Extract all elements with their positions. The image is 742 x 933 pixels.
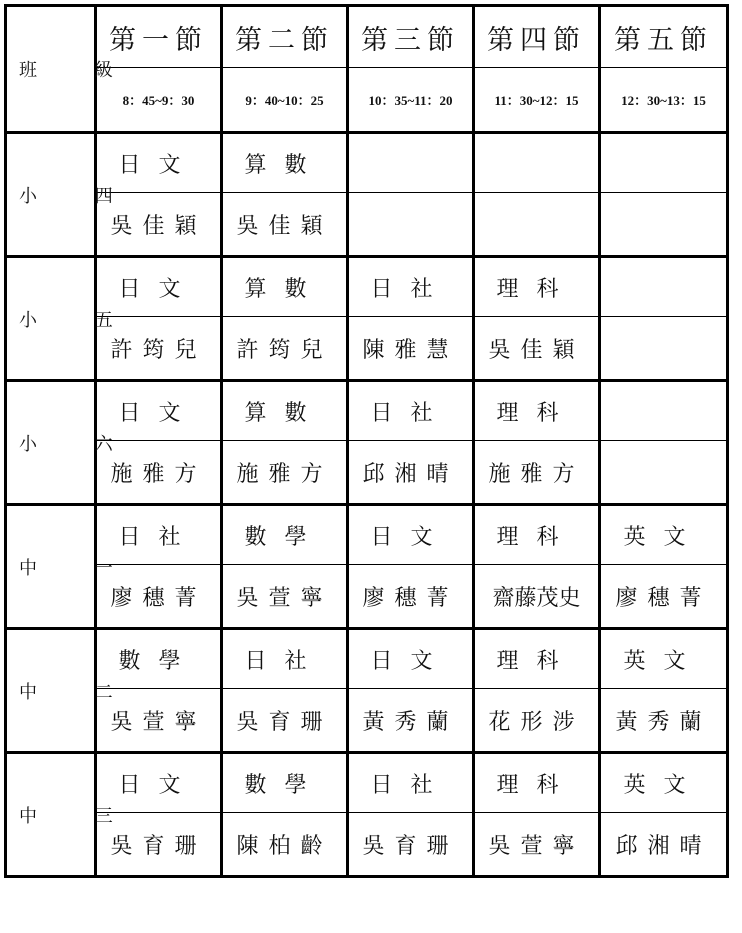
teacher-cell bbox=[600, 441, 728, 505]
teacher-cell: 廖穗菁 bbox=[96, 565, 222, 629]
teacher-cell: 吳萱寧 bbox=[474, 813, 600, 877]
teacher-cell: 吳佳穎 bbox=[96, 193, 222, 257]
period-5-header: 第五節 bbox=[600, 6, 728, 68]
subject-cell: 算數 bbox=[222, 381, 348, 441]
class-name: 小 四 bbox=[6, 133, 96, 257]
class-name: 中 三 bbox=[6, 753, 96, 877]
teacher-cell: 施雅方 bbox=[96, 441, 222, 505]
subject-cell: 日社 bbox=[348, 753, 474, 813]
subject-cell: 理科 bbox=[474, 257, 600, 317]
subject-cell: 日社 bbox=[348, 257, 474, 317]
teacher-cell: 黃秀蘭 bbox=[348, 689, 474, 753]
class-subject-row bbox=[6, 505, 728, 565]
subject-cell bbox=[600, 133, 728, 193]
class-name: 中 二 bbox=[6, 629, 96, 753]
class-name: 小 六 bbox=[6, 381, 96, 505]
period-3-time: 10：35~11：20 bbox=[348, 68, 474, 133]
teacher-cell: 齋藤茂史 bbox=[474, 565, 600, 629]
subject-cell bbox=[600, 381, 728, 441]
subject-cell: 數學 bbox=[96, 629, 222, 689]
class-name: 小 五 bbox=[6, 257, 96, 381]
subject-cell: 日文 bbox=[348, 505, 474, 565]
teacher-cell bbox=[600, 317, 728, 381]
period-5-time: 12：30~13：15 bbox=[600, 68, 728, 133]
subject-cell: 日文 bbox=[348, 629, 474, 689]
teacher-cell: 吳萱寧 bbox=[222, 565, 348, 629]
teacher-cell: 吳育珊 bbox=[348, 813, 474, 877]
teacher-cell: 邱湘晴 bbox=[348, 441, 474, 505]
subject-cell: 數學 bbox=[222, 753, 348, 813]
subject-cell: 英文 bbox=[600, 753, 728, 813]
teacher-cell bbox=[474, 193, 600, 257]
subject-cell: 理科 bbox=[474, 505, 600, 565]
subject-cell: 理科 bbox=[474, 629, 600, 689]
subject-cell: 英文 bbox=[600, 505, 728, 565]
subject-cell bbox=[348, 133, 474, 193]
class-column-header: 班 級 bbox=[6, 6, 96, 133]
teacher-cell: 許筠兒 bbox=[222, 317, 348, 381]
class-name: 中 一 bbox=[6, 505, 96, 629]
teacher-cell bbox=[600, 193, 728, 257]
period-2-time: 9：40~10：25 bbox=[222, 68, 348, 133]
teacher-cell: 吳萱寧 bbox=[96, 689, 222, 753]
teacher-cell: 廖穗菁 bbox=[348, 565, 474, 629]
class-subject-row bbox=[6, 753, 728, 813]
subject-cell: 算數 bbox=[222, 257, 348, 317]
class-schedule-table bbox=[4, 4, 729, 878]
class-subject-row bbox=[6, 133, 728, 193]
teacher-cell: 黃秀蘭 bbox=[600, 689, 728, 753]
subject-cell: 日社 bbox=[348, 381, 474, 441]
teacher-cell: 邱湘晴 bbox=[600, 813, 728, 877]
period-3-header: 第三節 bbox=[348, 6, 474, 68]
teacher-cell: 施雅方 bbox=[222, 441, 348, 505]
subject-cell: 日文 bbox=[96, 257, 222, 317]
subject-cell: 理科 bbox=[474, 753, 600, 813]
subject-cell: 日社 bbox=[222, 629, 348, 689]
subject-cell: 日文 bbox=[96, 381, 222, 441]
teacher-cell: 廖穗菁 bbox=[600, 565, 728, 629]
teacher-cell: 花形涉 bbox=[474, 689, 600, 753]
subject-cell bbox=[474, 133, 600, 193]
period-4-header: 第四節 bbox=[474, 6, 600, 68]
teacher-cell: 陳雅慧 bbox=[348, 317, 474, 381]
teacher-cell: 吳育珊 bbox=[222, 689, 348, 753]
subject-cell bbox=[600, 257, 728, 317]
teacher-cell: 吳育珊 bbox=[96, 813, 222, 877]
period-4-time: 11：30~12：15 bbox=[474, 68, 600, 133]
subject-cell: 英文 bbox=[600, 629, 728, 689]
teacher-cell: 許筠兒 bbox=[96, 317, 222, 381]
class-subject-row bbox=[6, 629, 728, 689]
teacher-cell: 吳佳穎 bbox=[222, 193, 348, 257]
subject-cell: 日文 bbox=[96, 133, 222, 193]
period-1-time: 8：45~9：30 bbox=[96, 68, 222, 133]
subject-cell: 日文 bbox=[96, 753, 222, 813]
period-1-header: 第一節 bbox=[96, 6, 222, 68]
teacher-cell: 吳佳穎 bbox=[474, 317, 600, 381]
class-subject-row bbox=[6, 257, 728, 317]
subject-cell: 理科 bbox=[474, 381, 600, 441]
class-subject-row bbox=[6, 381, 728, 441]
subject-cell: 算數 bbox=[222, 133, 348, 193]
header-period-row bbox=[6, 6, 728, 68]
subject-cell: 日社 bbox=[96, 505, 222, 565]
teacher-cell: 陳柏齡 bbox=[222, 813, 348, 877]
subject-cell: 數學 bbox=[222, 505, 348, 565]
teacher-cell: 施雅方 bbox=[474, 441, 600, 505]
period-2-header: 第二節 bbox=[222, 6, 348, 68]
teacher-cell bbox=[348, 193, 474, 257]
